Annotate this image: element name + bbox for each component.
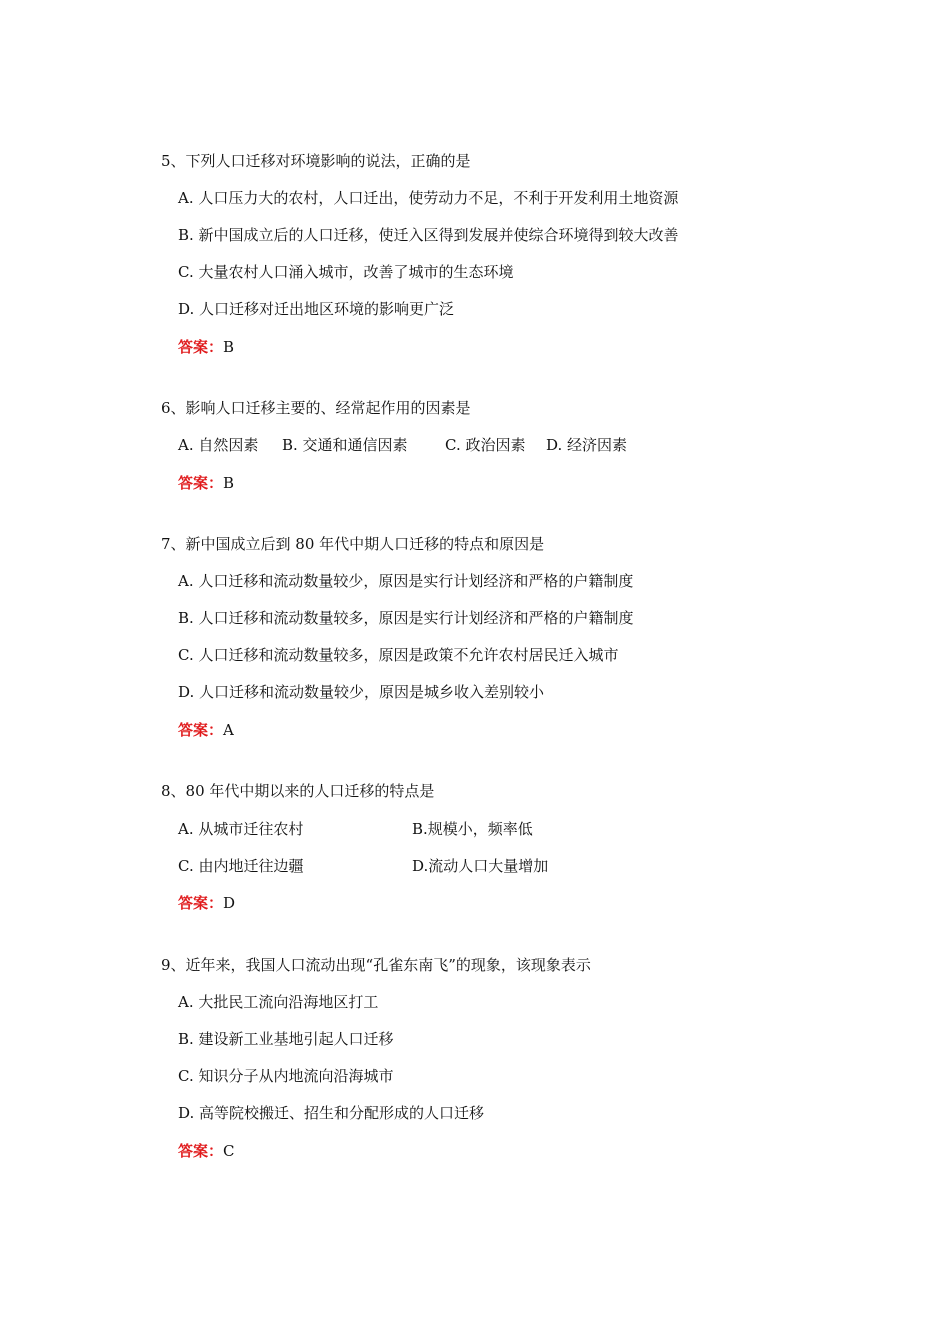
question-6-option-c: C. 政治因素 [445,436,526,454]
question-5-option-a: A. 人口压力大的农村，人口迁出，使劳动力不足，不利于开发利用土地资源 [178,189,679,207]
question-6-option-a: A. 自然因素 [178,436,259,454]
question-5-option-b: B. 新中国成立后的人口迁移，使迁入区得到发展并使综合环境得到较大改善 [178,226,679,244]
question-6-stem: 6、影响人口迁移主要的、经常起作用的因素是 [161,399,471,417]
question-7-stem: 7、新中国成立后到 80 年代中期人口迁移的特点和原因是 [161,535,545,553]
question-6-option-b: B. 交通和通信因素 [282,436,408,454]
question-8-option-b: B.规模小，频率低 [412,820,533,838]
question-6-answer [178,473,234,493]
answer-value: D [223,894,236,912]
question-8-option-d: D.流动人口大量增加 [412,857,549,875]
question-7-option-c: C. 人口迁移和流动数量较多，原因是政策不允许农村居民迁入城市 [178,646,619,664]
question-7-answer [178,720,234,740]
answer-value: C [223,1142,235,1160]
question-9-option-c: C. 知识分子从内地流向沿海城市 [178,1067,394,1085]
question-9-stem: 9、近年来，我国人口流动出现“孔雀东南飞”的现象，该现象表示 [161,956,591,974]
question-6-option-d: D. 经济因素 [546,436,628,454]
answer-value: A [223,721,234,739]
question-8-option-a: A. 从城市迁往农村 [178,820,304,838]
question-8-answer [178,893,235,913]
question-7-option-a: A. 人口迁移和流动数量较少，原因是实行计划经济和严格的户籍制度 [178,572,634,590]
question-5-option-c: C. 大量农村人口涌入城市，改善了城市的生态环境 [178,263,514,281]
answer-label: 答案： [178,338,224,356]
question-7-option-b: B. 人口迁移和流动数量较多，原因是实行计划经济和严格的户籍制度 [178,609,634,627]
question-7-option-d: D. 人口迁移和流动数量较少，原因是城乡收入差别较小 [178,683,545,701]
question-6-options [178,435,627,455]
question-9-option-d: D. 高等院校搬迁、招生和分配形成的人口迁移 [178,1104,485,1122]
question-8-option-c: C. 由内地迁往边疆 [178,857,304,875]
answer-label: 答案： [178,894,224,912]
question-8-row-1 [178,819,533,839]
question-9-answer [178,1141,235,1161]
question-5-option-d: D. 人口迁移对迁出地区环境的影响更广泛 [178,300,455,318]
question-5-stem: 5、下列人口迁移对环境影响的说法，正确的是 [161,152,471,170]
answer-label: 答案： [178,474,224,492]
answer-value: B [223,474,235,492]
question-8-row-2 [178,856,549,876]
question-9-option-b: B. 建设新工业基地引起人口迁移 [178,1030,394,1048]
question-5-answer [178,337,234,357]
question-8-stem: 8、80 年代中期以来的人口迁移的特点是 [161,782,435,800]
question-9-option-a: A. 大批民工流向沿海地区打工 [178,993,379,1011]
answer-value: B [223,338,235,356]
answer-label: 答案： [178,721,224,739]
answer-label: 答案： [178,1142,224,1160]
